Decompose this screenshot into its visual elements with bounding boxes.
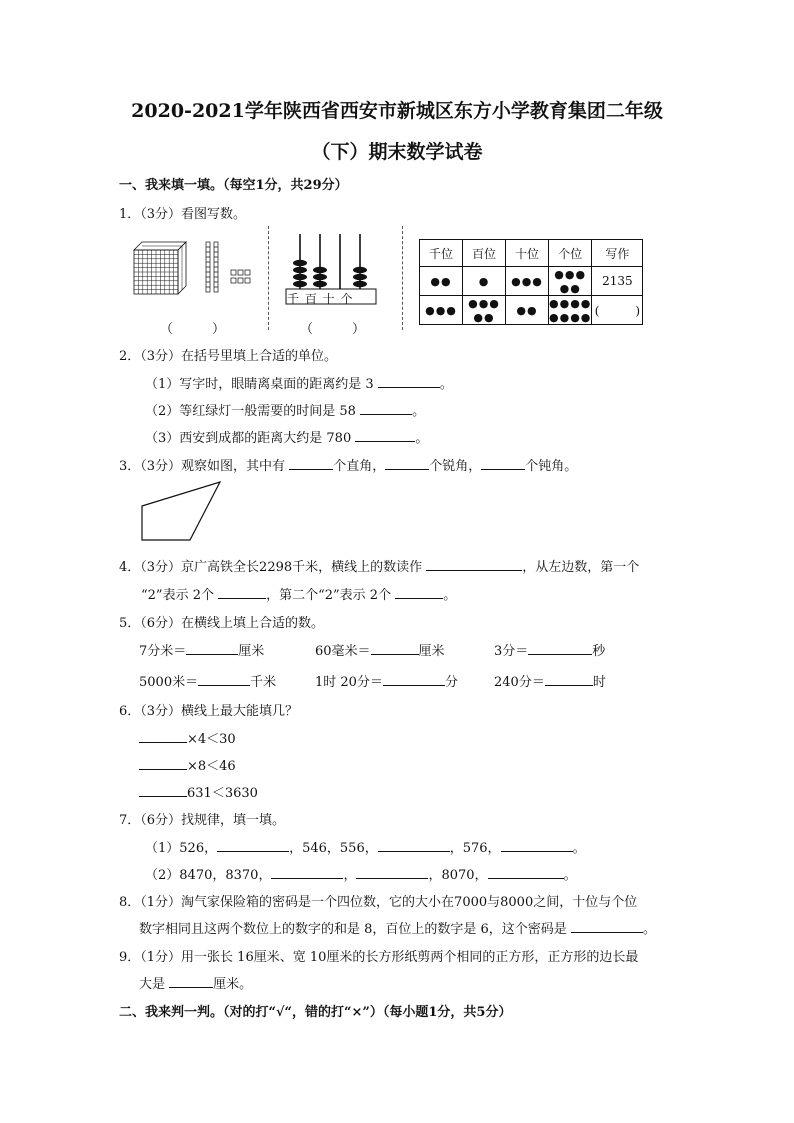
q3-text-2: 个直角， (333, 459, 386, 474)
section-1-heading: 一、我来填一填。（每空1分，共29分） (119, 178, 348, 193)
page-subtitle: （下）期末数学试卷 (311, 141, 483, 163)
q5-r1-c3 (494, 640, 605, 659)
divider (268, 226, 269, 330)
q7-b (145, 864, 577, 883)
header-tens: 十位 (506, 240, 549, 267)
q7-blank[interactable] (356, 866, 428, 879)
q2-text: 2．（3分）在括号里填上合适的单位。 (119, 349, 338, 364)
q8-line-1: 8．（1分）淘气家保险箱的密码是一个四位数，它的大小在7000与8000之间，十位与个位 (119, 895, 638, 910)
q7-blank[interactable] (217, 839, 289, 852)
seq-text: ， (343, 868, 357, 883)
q6-blank[interactable] (139, 730, 187, 743)
label: 5000米＝ (139, 675, 199, 690)
q4-text-5: 。 (443, 588, 457, 603)
q7-blank[interactable] (488, 866, 564, 879)
q3-text-4: 个钝角。 (525, 459, 578, 474)
label: 240分＝ (494, 675, 545, 690)
page-title: 2020-2021学年陕西省西安市新城区东方小学教育集团二年级 (131, 100, 663, 122)
unit: 千米 (250, 675, 277, 690)
q5-r1-c1 (139, 640, 264, 659)
q4-blank-first[interactable] (218, 586, 266, 599)
q5-blank[interactable] (545, 673, 593, 686)
written-answer[interactable]: ( ) (592, 296, 643, 325)
q2-c-text: （3）西安到成都的距离大约是 780 (145, 431, 352, 446)
label: 7分米＝ (139, 644, 187, 659)
q8-line-2 (139, 918, 656, 937)
q7-text: 7．（6分）找规律，填一填。 (119, 813, 286, 828)
unit: 时 (592, 675, 606, 690)
q1-answer-paren-1[interactable]: （ ） (160, 322, 226, 337)
q4-blank-read[interactable] (426, 558, 522, 571)
q6-text: 6．（3分）横线上最大能填几？ (119, 704, 299, 719)
q6-blank[interactable] (139, 757, 187, 770)
period: 。 (439, 377, 453, 392)
unit: 厘米 (418, 644, 445, 659)
q5-blank[interactable] (198, 673, 250, 686)
q8-text: 数字相同且这两个数位上的数字的和是 8，百位上的数字是 6，这个密码是 (139, 922, 567, 937)
period: 。 (412, 404, 426, 419)
dots-cell: ●●● ●● (549, 267, 592, 296)
q1-text: 1．（3分）看图写数。 (119, 207, 247, 222)
expr: ×8＜46 (187, 759, 236, 774)
q5-r2-c2 (315, 671, 458, 690)
q9-line-1: 9．（1分）用一张长 16厘米、宽 10厘米的长方形纸剪两个相同的正方形，正方形的边长最 (119, 950, 639, 965)
dots-cell: ●●● ●● (463, 296, 506, 325)
unit: 秒 (592, 644, 606, 659)
table-row (420, 267, 643, 296)
q4-line-1 (119, 556, 639, 575)
q2-c-blank[interactable] (355, 429, 415, 442)
seq-text: 。 (563, 868, 577, 883)
dots-cell: ● (463, 267, 506, 296)
q5-blank[interactable] (528, 642, 592, 655)
expr: 631＜3630 (187, 786, 258, 801)
seq-text: （1）526， (145, 841, 218, 856)
q7-blank[interactable] (501, 839, 573, 852)
q6-a (139, 728, 236, 747)
q1-answer-paren-2[interactable]: （ ） (300, 322, 366, 337)
written-value: 2135 (592, 267, 643, 296)
abacus-labels: 千 百 十 个 (287, 292, 354, 306)
seq-text: ，576， (449, 841, 501, 856)
q5-blank[interactable] (186, 642, 238, 655)
q4-text-4: ，第二个“2”表示 2个 (266, 588, 392, 603)
q2-c (145, 427, 428, 446)
label: 60毫米＝ (315, 644, 371, 659)
seq-text: 。 (572, 841, 586, 856)
q6-b (139, 755, 236, 774)
table-header-row (420, 240, 643, 267)
label: 3分＝ (494, 644, 529, 659)
q4-blank-second[interactable] (395, 586, 443, 599)
q7-a (145, 837, 586, 856)
q5-r2-c1 (139, 671, 276, 690)
q3-blank-acute[interactable] (385, 457, 429, 470)
q1-blocks-figure (130, 238, 260, 308)
dots-cell: ●●● (420, 296, 463, 325)
q4-text-1: 4．（3分）京广高铁全长2298千米，横线上的数读作 (119, 560, 423, 575)
q9-text: 厘米。 (213, 977, 253, 992)
dots-cell: ●●●● ●●●● (549, 297, 592, 324)
unit: 分 (444, 675, 458, 690)
label: 1时 20分＝ (315, 675, 383, 690)
q3-text (119, 455, 577, 474)
q5-text: 5．（6分）在横线上填上合适的数。 (119, 616, 325, 631)
q5-r1-c2 (315, 640, 445, 659)
q9-blank[interactable] (169, 975, 213, 988)
q2-b-text: （2）等红绿灯一般需要的时间是 58 (145, 404, 356, 419)
section-2-heading: 二、我来判一判。（对的打“√“，错的打“×”）（每小题1分，共5分） (119, 1005, 512, 1020)
dots-cell: ●● (420, 267, 463, 296)
q9-text: 大是 (139, 977, 166, 992)
q2-a-text: （1）写字时，眼睛离桌面的距离约是 3 (145, 377, 374, 392)
place-value-table (419, 239, 643, 325)
q3-blank-right[interactable] (289, 457, 333, 470)
divider (402, 226, 403, 330)
dots-cell: ●● (506, 296, 549, 325)
q5-r2-c3 (494, 671, 606, 690)
q4-text-3: “2”表示 2个 (141, 588, 214, 603)
seq-text: ，546，556， (289, 841, 378, 856)
q7-blank[interactable] (378, 839, 450, 852)
q8-blank[interactable] (571, 920, 643, 933)
q6-c (139, 782, 258, 801)
q9-line-2 (139, 973, 252, 992)
unit: 厘米 (238, 644, 265, 659)
q2-b (145, 400, 425, 419)
q2-a-blank[interactable] (378, 375, 440, 388)
q3-blank-obtuse[interactable] (481, 457, 525, 470)
period: 。 (642, 922, 656, 937)
dots-cell: ●●● (506, 267, 549, 296)
q5-blank[interactable] (383, 673, 445, 686)
q3-text-1: 3．（3分）观察如图，其中有 (119, 459, 286, 474)
q6-blank[interactable] (139, 784, 187, 797)
seq-text: （2）8470，8370， (145, 868, 272, 883)
table-row (420, 296, 643, 325)
q3-text-3: 个锐角， (429, 459, 482, 474)
q2-a (145, 373, 453, 392)
period: 。 (415, 431, 429, 446)
q2-b-blank[interactable] (360, 402, 412, 415)
q4-text-2: ，从左边数，第一个 (522, 560, 640, 575)
q4-line-2 (141, 584, 456, 603)
q5-blank[interactable] (371, 642, 419, 655)
header-written: 写作 (592, 240, 643, 267)
header-thousands: 千位 (420, 240, 463, 267)
q3-quadrilateral (136, 478, 228, 544)
expr: ×4＜30 (187, 732, 236, 747)
header-ones: 个位 (549, 240, 592, 267)
header-hundreds: 百位 (463, 240, 506, 267)
seq-text: ，8070， (428, 868, 488, 883)
q7-blank[interactable] (271, 866, 343, 879)
